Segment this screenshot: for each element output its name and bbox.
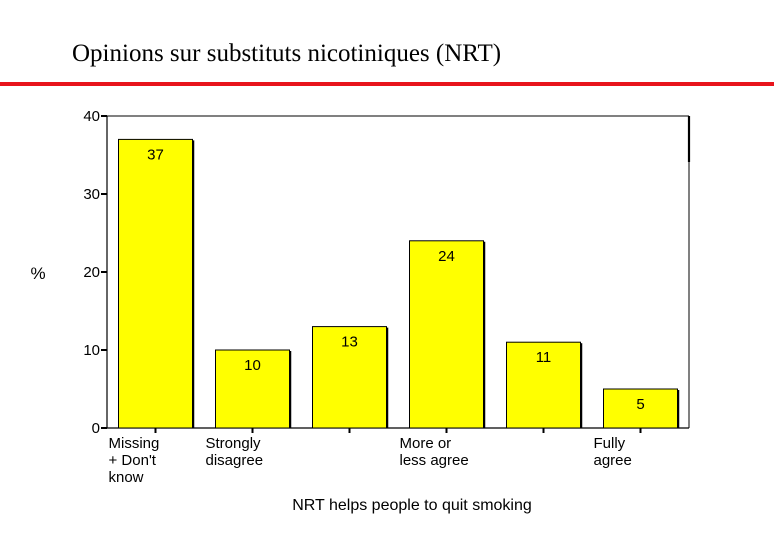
x-tick-label-line: know [108, 469, 144, 486]
bar [119, 139, 193, 428]
y-tick-label: 0 [91, 420, 100, 437]
bar-value-label: 24 [438, 247, 455, 265]
bar-value-label: 13 [341, 333, 358, 351]
x-tick-label-line: + Don't [108, 452, 156, 469]
bar-value-label: 5 [636, 396, 645, 413]
y-tick-label: 10 [83, 342, 100, 359]
x-tick-label [400, 435, 469, 469]
slide-title: Opinions sur substituts nicotiniques (NRT) [72, 40, 502, 67]
bar [410, 241, 484, 428]
x-tick-label-line: Missing [108, 435, 160, 452]
y-axis-label: % [30, 264, 46, 283]
x-tick-label [206, 435, 264, 469]
x-tick-label-line: disagree [205, 452, 264, 469]
x-tick-label-line: Strongly [205, 435, 261, 452]
x-tick-label-line: agree [593, 452, 632, 469]
x-tick-label-line: Fully [593, 435, 626, 452]
y-tick-label: 20 [83, 264, 100, 281]
x-axis-label: NRT helps people to quit smoking [292, 497, 532, 514]
bar-value-label: 11 [535, 349, 552, 367]
x-tick-label-line: less agree [399, 452, 469, 469]
bar-value-label: 10 [244, 357, 261, 374]
x-tick-label [594, 435, 632, 469]
bar-value-label: 37 [147, 146, 164, 164]
y-tick-label: 40 [83, 108, 100, 125]
x-tick-label [109, 435, 160, 486]
x-tick-label-line: More or [399, 435, 452, 452]
y-tick-label: 30 [83, 186, 100, 203]
